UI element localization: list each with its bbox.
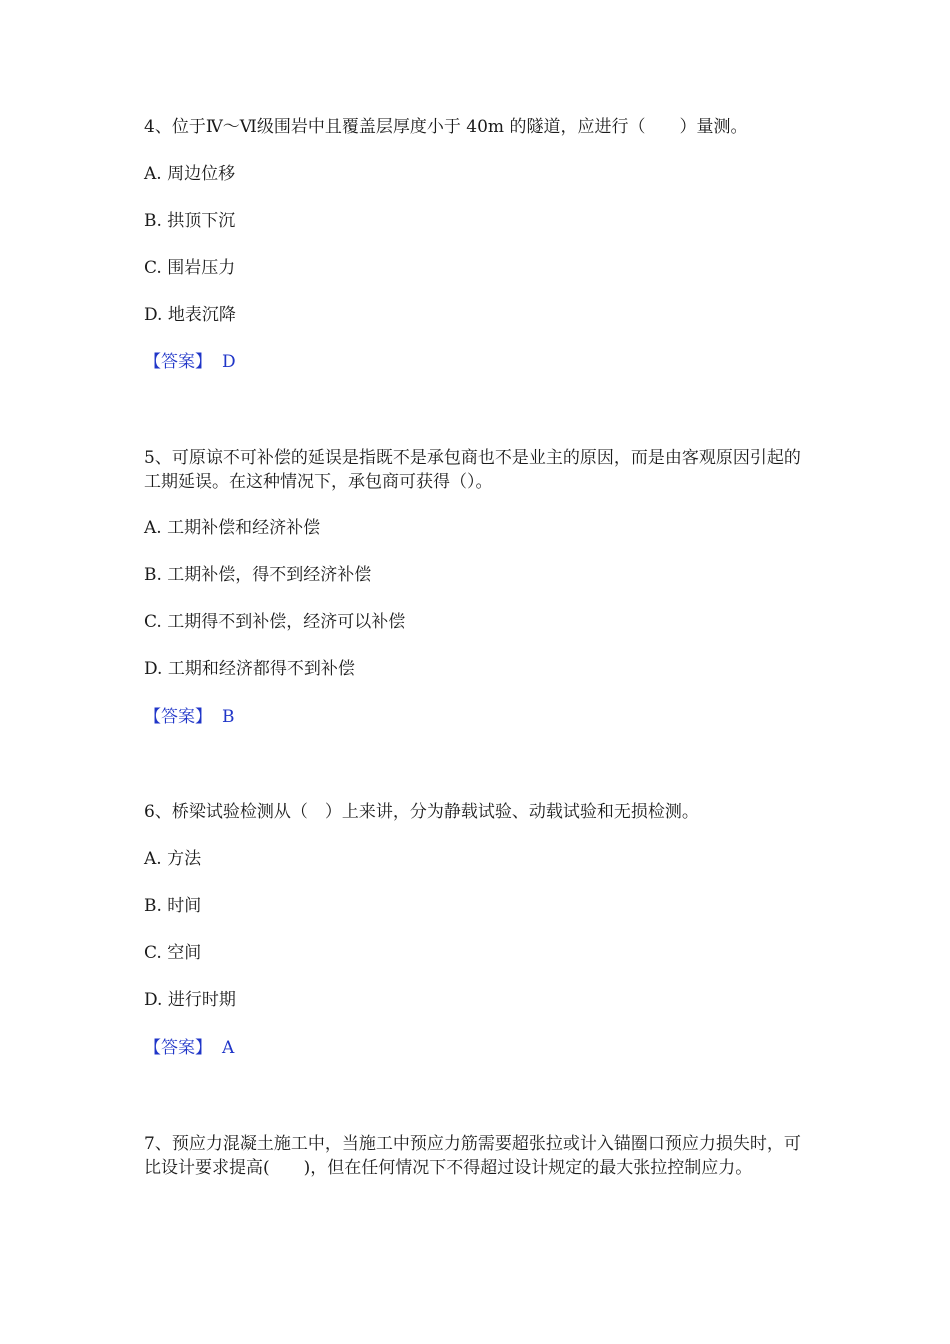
option-a: A. 工期补偿和经济补偿	[144, 518, 321, 538]
option-b: B. 拱顶下沉	[144, 211, 236, 231]
question-7	[144, 1132, 804, 1180]
question-6	[144, 800, 804, 1058]
option-d: D. 进行时期	[144, 990, 236, 1010]
question-stem: 7、预应力混凝土施工中，当施工中预应力筋需要超张拉或计入锚圈口预应力损失时，可比设计要求提高( )，但在任何情况下不得超过设计规定的最大张拉控制应力。	[144, 1134, 801, 1178]
answer-line	[144, 1036, 234, 1060]
option-d: D. 工期和经济都得不到补偿	[144, 659, 355, 679]
option-a: A. 周边位移	[144, 164, 236, 184]
question-stem: 4、位于Ⅳ～Ⅵ级围岩中且覆盖层厚度小于 40m 的隧道，应进行（ ）量测。	[144, 117, 748, 137]
answer-line	[144, 350, 236, 374]
question-5	[144, 446, 804, 727]
option-c: C. 工期得不到补偿，经济可以补偿	[144, 612, 406, 632]
answer-value: A	[222, 1038, 235, 1058]
question-stem: 6、桥梁试验检测从（ ）上来讲，分为静载试验、动载试验和无损检测。	[144, 802, 699, 822]
option-b: B. 工期补偿，得不到经济补偿	[144, 565, 372, 585]
answer-value: B	[222, 707, 235, 727]
answer-label: 【答案】	[144, 707, 212, 727]
option-c: C. 围岩压力	[144, 258, 236, 278]
question-stem: 5、可原谅不可补偿的延误是指既不是承包商也不是业主的原因，而是由客观原因引起的工期延误。在这种情况下，承包商可获得（）。	[144, 448, 801, 492]
answer-label: 【答案】	[144, 1038, 212, 1058]
option-b: B. 时间	[144, 896, 202, 916]
option-d: D. 地表沉降	[144, 305, 236, 325]
answer-line	[144, 705, 235, 729]
question-4	[144, 115, 804, 372]
option-c: C. 空间	[144, 943, 202, 963]
answer-value: D	[222, 352, 236, 372]
answer-label: 【答案】	[144, 352, 212, 372]
option-a: A. 方法	[144, 849, 202, 869]
